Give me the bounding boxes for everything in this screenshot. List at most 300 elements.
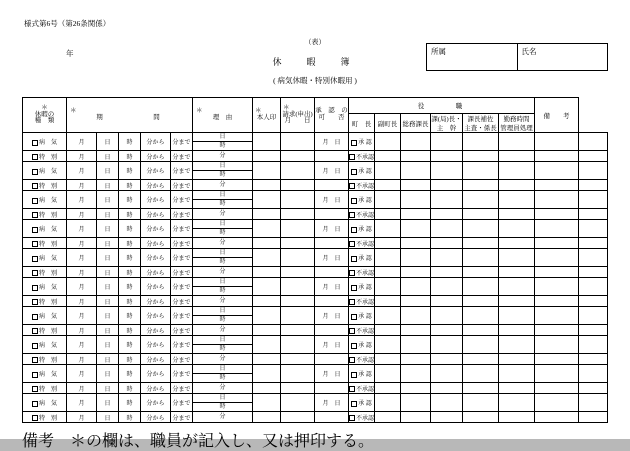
table-row[interactable] — [23, 162, 608, 180]
cell-reason[interactable] — [253, 220, 281, 238]
cell-position-seal-2[interactable] — [401, 278, 431, 296]
cell-hour[interactable]: 時 — [119, 162, 141, 180]
cell-leave-type[interactable]: 特 別 — [23, 151, 67, 162]
cell-approval[interactable]: 承 認 — [349, 191, 375, 209]
cell-seal[interactable] — [281, 151, 315, 162]
cell-position-seal-2[interactable] — [401, 383, 431, 394]
cell-position-seal-4[interactable] — [463, 325, 499, 336]
cell-position-seal-2[interactable] — [401, 162, 431, 180]
cell-day[interactable]: 日 — [97, 278, 119, 296]
cell-position-seal-4[interactable] — [463, 180, 499, 191]
cell-position-seal-1[interactable] — [375, 238, 401, 249]
cell-remarks[interactable] — [579, 209, 608, 220]
cell-month[interactable]: 月 — [67, 209, 97, 220]
cell-position-seal-3[interactable] — [431, 180, 463, 191]
cell-remarks[interactable] — [579, 267, 608, 278]
cell-request-date[interactable]: 月 日 — [315, 249, 349, 267]
cell-approval[interactable]: 承 認 — [349, 133, 375, 151]
cell-position-seal-6[interactable] — [535, 249, 579, 267]
cell-position-seal-1[interactable] — [375, 220, 401, 238]
checkbox-icon[interactable] — [32, 256, 38, 262]
cell-leave-type[interactable]: 特 別 — [23, 412, 67, 423]
cell-reason[interactable] — [253, 180, 281, 191]
cell-duration[interactable] — [193, 296, 253, 307]
cell-duration[interactable] — [193, 162, 253, 180]
cell-position-seal-4[interactable] — [463, 151, 499, 162]
cell-minute-from[interactable]: 分から — [141, 354, 171, 365]
duration-day[interactable]: 日 — [193, 394, 252, 403]
cell-month[interactable]: 月 — [67, 383, 97, 394]
cell-position-seal-2[interactable] — [401, 412, 431, 423]
cell-seal[interactable] — [281, 133, 315, 151]
cell-minute-to[interactable]: 分まで — [171, 307, 193, 325]
cell-duration[interactable] — [193, 133, 253, 151]
cell-duration[interactable] — [193, 307, 253, 325]
duration-day[interactable]: 日 — [193, 336, 252, 345]
cell-position-seal-5[interactable] — [499, 278, 535, 296]
cell-month[interactable]: 月 — [67, 267, 97, 278]
cell-approval[interactable]: 不承認 — [349, 238, 375, 249]
cell-reason[interactable] — [253, 133, 281, 151]
duration-hour[interactable]: 時 — [219, 143, 226, 149]
cell-remarks[interactable] — [579, 365, 608, 383]
cell-remarks[interactable] — [579, 278, 608, 296]
cell-position-seal-3[interactable] — [431, 336, 463, 354]
duration-minute[interactable]: 分 — [219, 182, 226, 188]
cell-position-seal-2[interactable] — [401, 325, 431, 336]
cell-leave-type[interactable]: 病 気 — [23, 249, 67, 267]
cell-seal[interactable] — [281, 180, 315, 191]
cell-minute-to[interactable]: 分まで — [171, 325, 193, 336]
cell-minute-to[interactable]: 分まで — [171, 278, 193, 296]
cell-position-seal-5[interactable] — [499, 191, 535, 209]
cell-minute-from[interactable]: 分から — [141, 220, 171, 238]
cell-approval[interactable]: 不承認 — [349, 180, 375, 191]
cell-position-seal-1[interactable] — [375, 133, 401, 151]
checkbox-icon[interactable] — [349, 270, 355, 276]
cell-position-seal-3[interactable] — [431, 162, 463, 180]
cell-request-date[interactable] — [315, 267, 349, 278]
cell-remarks[interactable] — [579, 191, 608, 209]
cell-position-seal-2[interactable] — [401, 267, 431, 278]
cell-day[interactable]: 日 — [97, 191, 119, 209]
cell-leave-type[interactable]: 病 気 — [23, 162, 67, 180]
cell-position-seal-4[interactable] — [463, 238, 499, 249]
checkbox-icon[interactable] — [32, 357, 38, 363]
checkbox-icon[interactable] — [351, 285, 357, 291]
cell-hour[interactable]: 時 — [119, 220, 141, 238]
cell-leave-type[interactable]: 病 気 — [23, 278, 67, 296]
cell-hour[interactable]: 時 — [119, 191, 141, 209]
cell-position-seal-4[interactable] — [463, 365, 499, 383]
cell-position-seal-5[interactable] — [499, 133, 535, 151]
cell-remarks[interactable] — [579, 325, 608, 336]
cell-day[interactable]: 日 — [97, 365, 119, 383]
checkbox-icon[interactable] — [32, 386, 38, 392]
duration-hour[interactable]: 時 — [219, 259, 226, 265]
cell-seal[interactable] — [281, 249, 315, 267]
cell-minute-from[interactable]: 分から — [141, 151, 171, 162]
cell-position-seal-1[interactable] — [375, 191, 401, 209]
cell-position-seal-3[interactable] — [431, 325, 463, 336]
cell-position-seal-4[interactable] — [463, 296, 499, 307]
cell-approval[interactable]: 承 認 — [349, 249, 375, 267]
cell-position-seal-6[interactable] — [535, 412, 579, 423]
checkbox-icon[interactable] — [32, 415, 38, 421]
checkbox-icon[interactable] — [349, 212, 355, 218]
cell-minute-to[interactable]: 分まで — [171, 412, 193, 423]
cell-position-seal-3[interactable] — [431, 394, 463, 412]
cell-minute-to[interactable]: 分まで — [171, 296, 193, 307]
checkbox-icon[interactable] — [351, 314, 357, 320]
duration-minute[interactable]: 分 — [219, 385, 226, 391]
cell-position-seal-5[interactable] — [499, 249, 535, 267]
cell-reason[interactable] — [253, 267, 281, 278]
cell-approval[interactable]: 承 認 — [349, 220, 375, 238]
cell-minute-from[interactable]: 分から — [141, 394, 171, 412]
cell-leave-type[interactable]: 特 別 — [23, 296, 67, 307]
cell-duration[interactable] — [193, 278, 253, 296]
cell-day[interactable]: 日 — [97, 296, 119, 307]
cell-position-seal-6[interactable] — [535, 133, 579, 151]
cell-leave-type[interactable]: 病 気 — [23, 191, 67, 209]
cell-position-seal-3[interactable] — [431, 307, 463, 325]
checkbox-icon[interactable] — [32, 299, 38, 305]
cell-minute-to[interactable]: 分まで — [171, 336, 193, 354]
table-row[interactable] — [23, 209, 608, 220]
cell-reason[interactable] — [253, 296, 281, 307]
cell-seal[interactable] — [281, 307, 315, 325]
cell-minute-from[interactable]: 分から — [141, 209, 171, 220]
cell-position-seal-1[interactable] — [375, 336, 401, 354]
duration-minute[interactable]: 分 — [219, 153, 226, 159]
cell-day[interactable]: 日 — [97, 220, 119, 238]
cell-minute-from[interactable]: 分から — [141, 278, 171, 296]
cell-position-seal-5[interactable] — [499, 209, 535, 220]
cell-position-seal-5[interactable] — [499, 180, 535, 191]
cell-duration[interactable] — [193, 365, 253, 383]
cell-month[interactable]: 月 — [67, 180, 97, 191]
duration-minute[interactable]: 分 — [219, 240, 226, 246]
table-row[interactable] — [23, 249, 608, 267]
cell-minute-from[interactable]: 分から — [141, 133, 171, 151]
cell-reason[interactable] — [253, 383, 281, 394]
duration-minute[interactable]: 分 — [219, 327, 226, 333]
cell-remarks[interactable] — [579, 249, 608, 267]
cell-position-seal-6[interactable] — [535, 336, 579, 354]
cell-hour[interactable]: 時 — [119, 394, 141, 412]
cell-position-seal-6[interactable] — [535, 238, 579, 249]
cell-approval[interactable]: 不承認 — [349, 151, 375, 162]
cell-position-seal-2[interactable] — [401, 238, 431, 249]
duration-day[interactable]: 日 — [193, 220, 252, 229]
cell-leave-type[interactable]: 特 別 — [23, 383, 67, 394]
cell-position-seal-2[interactable] — [401, 307, 431, 325]
table-row[interactable] — [23, 383, 608, 394]
cell-position-seal-4[interactable] — [463, 209, 499, 220]
cell-minute-to[interactable]: 分まで — [171, 220, 193, 238]
cell-seal[interactable] — [281, 412, 315, 423]
cell-position-seal-3[interactable] — [431, 249, 463, 267]
cell-request-date[interactable] — [315, 325, 349, 336]
checkbox-icon[interactable] — [32, 140, 38, 146]
cell-duration[interactable] — [193, 249, 253, 267]
cell-approval[interactable]: 承 認 — [349, 394, 375, 412]
cell-remarks[interactable] — [579, 394, 608, 412]
cell-remarks[interactable] — [579, 307, 608, 325]
cell-request-date[interactable]: 月 日 — [315, 191, 349, 209]
cell-position-seal-1[interactable] — [375, 412, 401, 423]
cell-reason[interactable] — [253, 238, 281, 249]
cell-position-seal-1[interactable] — [375, 162, 401, 180]
cell-position-seal-3[interactable] — [431, 278, 463, 296]
cell-day[interactable]: 日 — [97, 394, 119, 412]
cell-seal[interactable] — [281, 162, 315, 180]
cell-remarks[interactable] — [579, 220, 608, 238]
duration-hour[interactable]: 時 — [219, 230, 226, 236]
cell-leave-type[interactable]: 病 気 — [23, 307, 67, 325]
cell-minute-to[interactable]: 分まで — [171, 180, 193, 191]
duration-minute[interactable]: 分 — [219, 414, 226, 420]
cell-request-date[interactable] — [315, 209, 349, 220]
checkbox-icon[interactable] — [32, 198, 38, 204]
cell-position-seal-2[interactable] — [401, 365, 431, 383]
cell-remarks[interactable] — [579, 412, 608, 423]
checkbox-icon[interactable] — [349, 328, 355, 334]
cell-request-date[interactable] — [315, 180, 349, 191]
cell-position-seal-5[interactable] — [499, 394, 535, 412]
cell-position-seal-5[interactable] — [499, 238, 535, 249]
cell-position-seal-3[interactable] — [431, 354, 463, 365]
cell-leave-type[interactable]: 病 気 — [23, 133, 67, 151]
cell-seal[interactable] — [281, 383, 315, 394]
cell-position-seal-6[interactable] — [535, 191, 579, 209]
cell-approval[interactable]: 承 認 — [349, 365, 375, 383]
cell-hour[interactable]: 時 — [119, 278, 141, 296]
name-field[interactable]: 氏名 — [517, 44, 608, 70]
cell-seal[interactable] — [281, 191, 315, 209]
cell-approval[interactable]: 不承認 — [349, 325, 375, 336]
cell-approval[interactable]: 承 認 — [349, 307, 375, 325]
cell-hour[interactable]: 時 — [119, 365, 141, 383]
cell-duration[interactable] — [193, 151, 253, 162]
cell-minute-to[interactable]: 分まで — [171, 354, 193, 365]
duration-day[interactable]: 日 — [193, 133, 252, 142]
cell-month[interactable]: 月 — [67, 394, 97, 412]
duration-hour[interactable]: 時 — [219, 317, 226, 323]
cell-request-date[interactable]: 月 日 — [315, 133, 349, 151]
cell-position-seal-2[interactable] — [401, 180, 431, 191]
cell-position-seal-1[interactable] — [375, 267, 401, 278]
cell-reason[interactable] — [253, 325, 281, 336]
cell-remarks[interactable] — [579, 383, 608, 394]
cell-minute-from[interactable]: 分から — [141, 238, 171, 249]
table-row[interactable] — [23, 278, 608, 296]
cell-position-seal-4[interactable] — [463, 412, 499, 423]
cell-hour[interactable]: 時 — [119, 249, 141, 267]
checkbox-icon[interactable] — [32, 154, 38, 160]
cell-request-date[interactable] — [315, 238, 349, 249]
cell-remarks[interactable] — [579, 354, 608, 365]
cell-hour[interactable]: 時 — [119, 412, 141, 423]
cell-month[interactable]: 月 — [67, 412, 97, 423]
cell-month[interactable]: 月 — [67, 151, 97, 162]
belong-field[interactable]: 所属 — [431, 47, 446, 56]
cell-position-seal-6[interactable] — [535, 365, 579, 383]
checkbox-icon[interactable] — [351, 198, 357, 204]
cell-position-seal-2[interactable] — [401, 296, 431, 307]
cell-remarks[interactable] — [579, 133, 608, 151]
cell-position-seal-3[interactable] — [431, 412, 463, 423]
duration-day[interactable]: 日 — [193, 162, 252, 171]
cell-minute-from[interactable]: 分から — [141, 412, 171, 423]
table-row[interactable] — [23, 267, 608, 278]
cell-remarks[interactable] — [579, 238, 608, 249]
cell-request-date[interactable]: 月 日 — [315, 162, 349, 180]
cell-duration[interactable] — [193, 354, 253, 365]
cell-duration[interactable] — [193, 412, 253, 423]
cell-day[interactable]: 日 — [97, 180, 119, 191]
checkbox-icon[interactable] — [32, 343, 38, 349]
cell-seal[interactable] — [281, 354, 315, 365]
cell-position-seal-1[interactable] — [375, 249, 401, 267]
cell-position-seal-5[interactable] — [499, 383, 535, 394]
cell-month[interactable]: 月 — [67, 365, 97, 383]
duration-minute[interactable]: 分 — [219, 211, 226, 217]
cell-month[interactable]: 月 — [67, 336, 97, 354]
cell-duration[interactable] — [193, 209, 253, 220]
cell-month[interactable]: 月 — [67, 162, 97, 180]
cell-position-seal-6[interactable] — [535, 151, 579, 162]
cell-remarks[interactable] — [579, 180, 608, 191]
checkbox-icon[interactable] — [32, 372, 38, 378]
cell-seal[interactable] — [281, 278, 315, 296]
cell-leave-type[interactable]: 特 別 — [23, 180, 67, 191]
cell-position-seal-4[interactable] — [463, 278, 499, 296]
cell-position-seal-5[interactable] — [499, 336, 535, 354]
checkbox-icon[interactable] — [32, 285, 38, 291]
cell-day[interactable]: 日 — [97, 307, 119, 325]
cell-request-date[interactable]: 月 日 — [315, 307, 349, 325]
cell-position-seal-6[interactable] — [535, 180, 579, 191]
cell-reason[interactable] — [253, 151, 281, 162]
cell-duration[interactable] — [193, 394, 253, 412]
cell-request-date[interactable]: 月 日 — [315, 336, 349, 354]
cell-position-seal-4[interactable] — [463, 162, 499, 180]
duration-hour[interactable]: 時 — [219, 201, 226, 207]
cell-day[interactable]: 日 — [97, 325, 119, 336]
cell-position-seal-4[interactable] — [463, 133, 499, 151]
checkbox-icon[interactable] — [32, 169, 38, 175]
duration-minute[interactable]: 分 — [219, 298, 226, 304]
cell-seal[interactable] — [281, 365, 315, 383]
cell-approval[interactable]: 承 認 — [349, 278, 375, 296]
cell-seal[interactable] — [281, 394, 315, 412]
cell-request-date[interactable]: 月 日 — [315, 365, 349, 383]
cell-leave-type[interactable]: 特 別 — [23, 238, 67, 249]
cell-seal[interactable] — [281, 325, 315, 336]
checkbox-icon[interactable] — [349, 386, 355, 392]
cell-minute-from[interactable]: 分から — [141, 249, 171, 267]
table-row[interactable] — [23, 220, 608, 238]
cell-minute-from[interactable]: 分から — [141, 336, 171, 354]
cell-request-date[interactable] — [315, 383, 349, 394]
cell-position-seal-1[interactable] — [375, 383, 401, 394]
cell-position-seal-5[interactable] — [499, 307, 535, 325]
checkbox-icon[interactable] — [351, 343, 357, 349]
cell-position-seal-5[interactable] — [499, 151, 535, 162]
cell-request-date[interactable] — [315, 296, 349, 307]
table-row[interactable] — [23, 307, 608, 325]
duration-hour[interactable]: 時 — [219, 404, 226, 410]
cell-position-seal-3[interactable] — [431, 296, 463, 307]
cell-approval[interactable]: 承 認 — [349, 162, 375, 180]
cell-position-seal-1[interactable] — [375, 307, 401, 325]
cell-position-seal-5[interactable] — [499, 162, 535, 180]
cell-position-seal-6[interactable] — [535, 394, 579, 412]
checkbox-icon[interactable] — [349, 299, 355, 305]
cell-position-seal-6[interactable] — [535, 325, 579, 336]
cell-remarks[interactable] — [579, 336, 608, 354]
cell-minute-from[interactable]: 分から — [141, 191, 171, 209]
cell-position-seal-4[interactable] — [463, 383, 499, 394]
cell-position-seal-3[interactable] — [431, 365, 463, 383]
cell-minute-from[interactable]: 分から — [141, 162, 171, 180]
cell-minute-from[interactable]: 分から — [141, 267, 171, 278]
cell-reason[interactable] — [253, 162, 281, 180]
table-row[interactable] — [23, 354, 608, 365]
cell-minute-from[interactable]: 分から — [141, 296, 171, 307]
cell-leave-type[interactable]: 特 別 — [23, 325, 67, 336]
cell-seal[interactable] — [281, 220, 315, 238]
cell-hour[interactable]: 時 — [119, 296, 141, 307]
cell-request-date[interactable] — [315, 412, 349, 423]
cell-month[interactable]: 月 — [67, 249, 97, 267]
cell-position-seal-2[interactable] — [401, 336, 431, 354]
duration-hour[interactable]: 時 — [219, 288, 226, 294]
cell-position-seal-1[interactable] — [375, 365, 401, 383]
cell-position-seal-4[interactable] — [463, 249, 499, 267]
cell-day[interactable]: 日 — [97, 249, 119, 267]
duration-day[interactable]: 日 — [193, 191, 252, 200]
table-row[interactable] — [23, 394, 608, 412]
cell-seal[interactable] — [281, 238, 315, 249]
cell-approval[interactable]: 不承認 — [349, 354, 375, 365]
table-row[interactable] — [23, 365, 608, 383]
table-row[interactable] — [23, 133, 608, 151]
cell-remarks[interactable] — [579, 296, 608, 307]
cell-hour[interactable]: 時 — [119, 267, 141, 278]
cell-month[interactable]: 月 — [67, 238, 97, 249]
checkbox-icon[interactable] — [351, 256, 357, 262]
cell-month[interactable]: 月 — [67, 278, 97, 296]
cell-month[interactable]: 月 — [67, 133, 97, 151]
cell-minute-to[interactable]: 分まで — [171, 365, 193, 383]
duration-minute[interactable]: 分 — [219, 356, 226, 362]
cell-position-seal-5[interactable] — [499, 296, 535, 307]
cell-minute-from[interactable]: 分から — [141, 180, 171, 191]
cell-position-seal-6[interactable] — [535, 383, 579, 394]
cell-position-seal-1[interactable] — [375, 325, 401, 336]
cell-duration[interactable] — [193, 238, 253, 249]
cell-position-seal-4[interactable] — [463, 191, 499, 209]
cell-approval[interactable]: 不承認 — [349, 267, 375, 278]
cell-duration[interactable] — [193, 180, 253, 191]
cell-position-seal-2[interactable] — [401, 209, 431, 220]
cell-day[interactable]: 日 — [97, 336, 119, 354]
cell-seal[interactable] — [281, 267, 315, 278]
checkbox-icon[interactable] — [351, 372, 357, 378]
